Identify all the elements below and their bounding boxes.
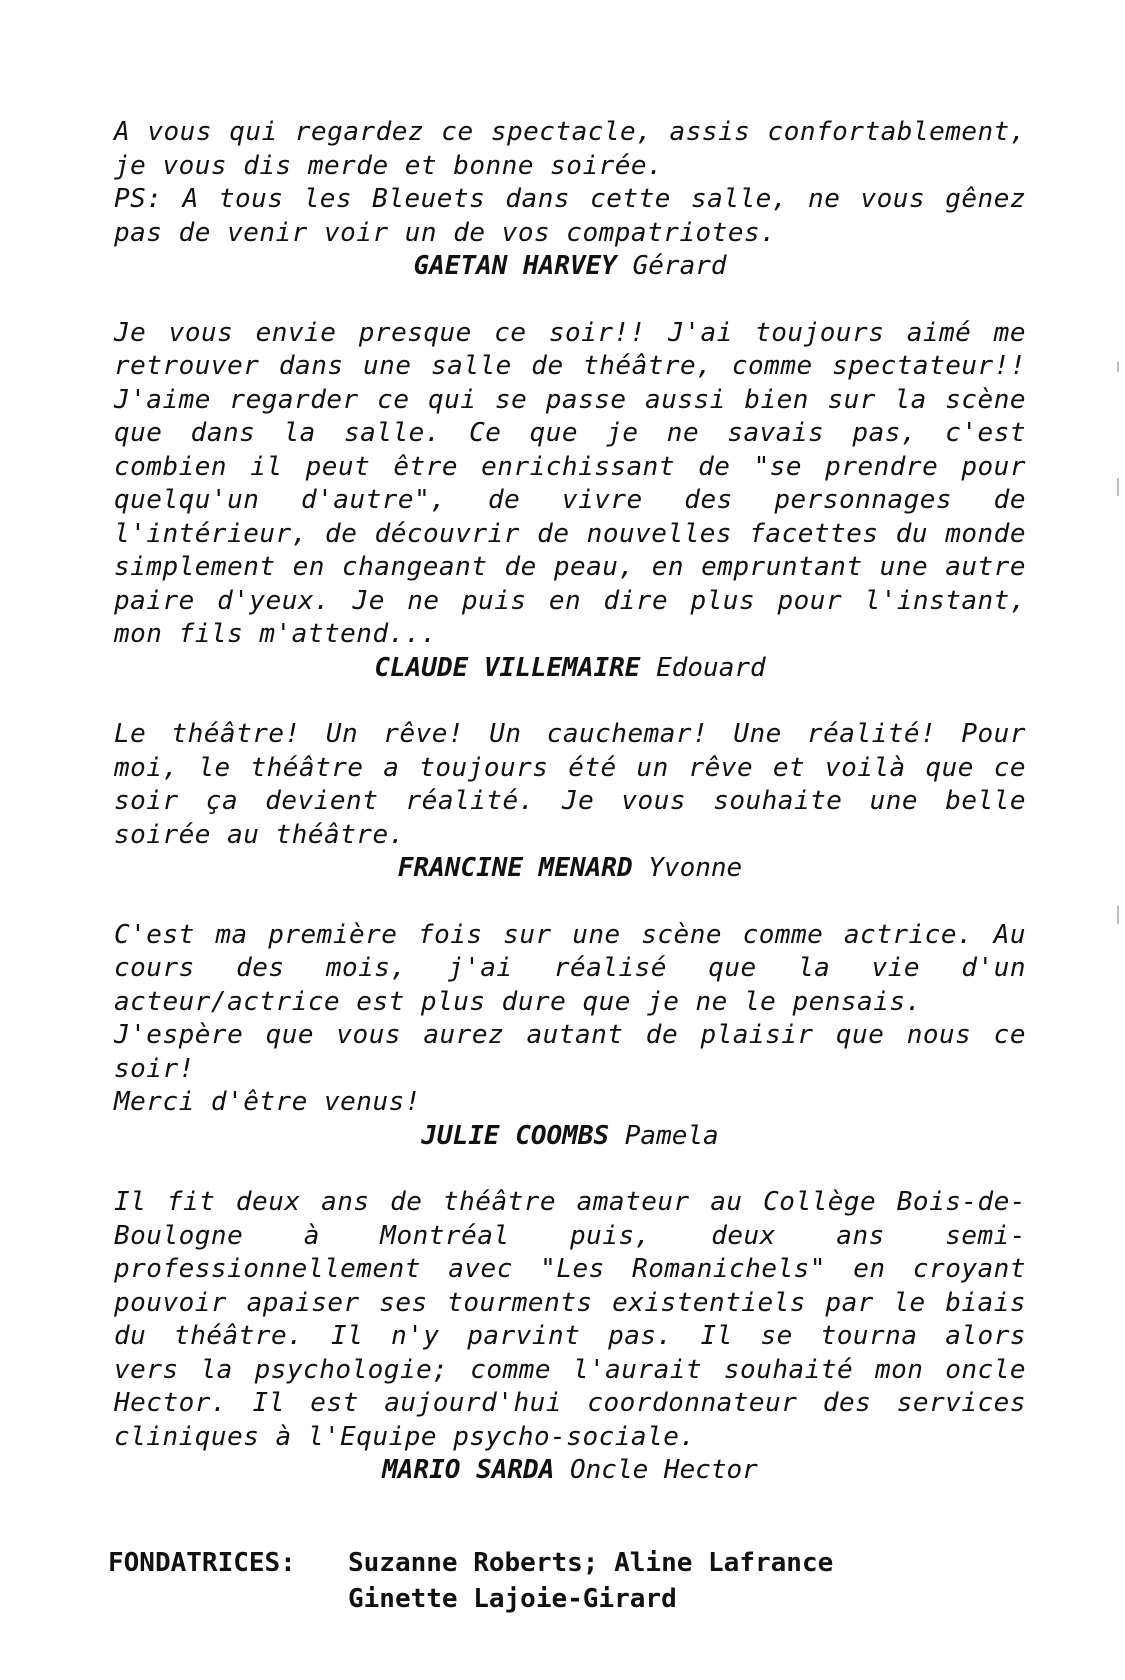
text-line: professionnellement avec "Les Romanichels" en croyant <box>114 1254 1026 1284</box>
text-line: soirée au théâtre. <box>114 819 405 850</box>
entry-mario-sarda <box>114 1186 1026 1488</box>
text-line: J'espère que vous aurez autant de plaisir que nous ce <box>114 1020 1026 1050</box>
text-line: Hector. Il est aujourd'hui coordonnateur des services <box>114 1388 1026 1418</box>
entry-francine-menard <box>114 718 1026 886</box>
entry-text <box>114 116 1026 250</box>
role-name: Yvonne <box>648 853 743 883</box>
actor-name: JULIE COOMBS <box>421 1120 610 1151</box>
text-line: C'est ma première fois sur une scène comme actrice. Au <box>114 919 1026 950</box>
text-line: PS: A tous les Bleuets dans cette salle, ne vous gênez <box>114 184 1026 214</box>
founders-block <box>108 1545 833 1617</box>
entry-claude-villemaire <box>114 317 1026 686</box>
text-line: pouvoir apaiser ses tourments existentiels par le biais <box>114 1287 1026 1318</box>
text-line: acteur/actrice est plus dure que je ne le pensais. <box>114 986 922 1017</box>
text-line: quelqu'un d'autre", de vivre des personnages de <box>114 485 1026 515</box>
role-name: Gérard <box>632 251 727 281</box>
text-line: Il fit deux ans de théâtre amateur au Collège Bois-de- <box>114 1187 1026 1217</box>
text-line: simplement en changeant de peau, en empruntant une autre <box>114 552 1026 582</box>
text-line: Je vous envie presque ce soir!! J'ai toujours aimé me <box>114 317 1026 348</box>
actor-name: GAETAN HARVEY <box>413 251 617 281</box>
entry-text <box>114 919 1026 1120</box>
actor-name: MARIO SARDA <box>382 1455 555 1485</box>
role-name: Oncle Hector <box>570 1455 758 1485</box>
text-line: Le théâtre! Un rêve! Un cauchemar! Une réalité! Pour <box>114 719 1026 749</box>
text-line: paire d'yeux. Je ne puis en dire plus pour l'instant, <box>114 585 1026 616</box>
entry-gaetan-harvey <box>114 116 1026 284</box>
text-line: Merci d'être venus! <box>114 1087 421 1117</box>
founders-line: Suzanne Roberts; Aline Lafrance <box>348 1548 834 1578</box>
actor-name: FRANCINE MENARD <box>397 853 633 883</box>
text-line: vers la psychologie; comme l'aurait souhaité mon oncle <box>114 1354 1026 1385</box>
role-name: Pamela <box>624 1120 719 1151</box>
text-line: A vous qui regardez ce spectacle, assis confortablement, <box>114 117 1026 147</box>
text-line: soir ça devient réalité. Je vous souhaite une belle <box>114 786 1026 816</box>
text-line: je vous dis merde et bonne soirée. <box>114 150 664 181</box>
text-line: retrouver dans une salle de théâtre, comme spectateur!! <box>114 351 1026 381</box>
text-line: combien il peut être enrichissant de "se prendre pour <box>114 451 1026 482</box>
entry-julie-coombs <box>114 919 1026 1154</box>
text-line: du théâtre. Il n'y parvint pas. Il se tourna alors <box>114 1321 1026 1351</box>
text-line: pas de venir voir un de vos compatriotes. <box>114 217 777 248</box>
role-name: Edouard <box>656 652 766 683</box>
founders-label: FONDATRICES: <box>108 1548 296 1578</box>
scan-mark <box>1117 362 1119 372</box>
text-line: cliniques à l'Equipe psycho-sociale. <box>114 1421 696 1452</box>
entry-text <box>114 317 1026 652</box>
founders-names <box>348 1545 833 1617</box>
entry-text <box>114 718 1026 852</box>
entry-text <box>114 1186 1026 1454</box>
program-notes <box>114 116 1026 1488</box>
scan-mark <box>1117 906 1119 924</box>
signature <box>114 1120 1026 1154</box>
text-line: mon fils m'attend... <box>114 619 438 649</box>
actor-name: CLAUDE VILLEMAIRE <box>374 652 641 683</box>
signature <box>114 852 1026 886</box>
text-line: soir! <box>114 1053 195 1084</box>
text-line: l'intérieur, de découvrir de nouvelles facettes du monde <box>114 518 1026 549</box>
text-line: J'aime regarder ce qui se passe aussi bien sur la scène <box>114 384 1026 415</box>
text-line: moi, le théâtre a toujours été un rêve et voilà que ce <box>114 752 1026 783</box>
text-line: Boulogne à Montréal puis, deux ans semi- <box>114 1220 1026 1251</box>
signature <box>114 1454 1026 1488</box>
signature <box>114 250 1026 284</box>
text-line: cours des mois, j'ai réalisé que la vie d'un <box>114 953 1026 983</box>
signature <box>114 652 1026 686</box>
founders-line: Ginette Lajoie-Girard <box>348 1584 677 1614</box>
text-line: que dans la salle. Ce que je ne savais pas, c'est <box>114 418 1026 448</box>
scan-mark <box>1117 478 1119 496</box>
